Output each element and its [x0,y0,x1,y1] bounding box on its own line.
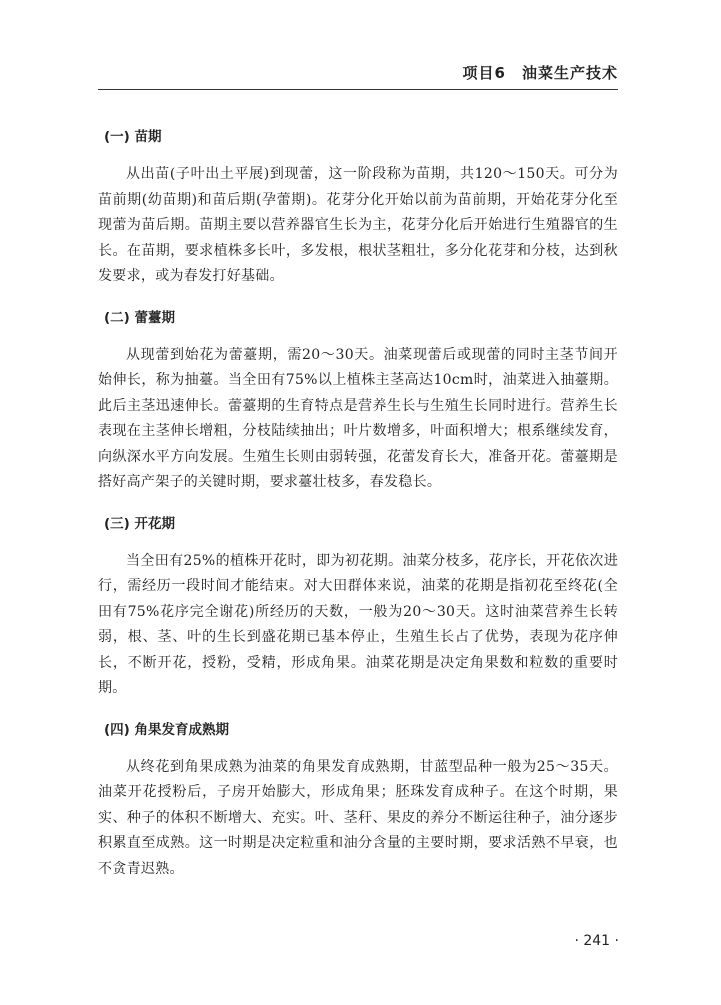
section-seedling-stage [98,125,618,290]
page-number: · 241 · [574,933,619,949]
section-paragraph: 从出苗(子叶出土平展)到现蕾，这一阶段称为苗期，共120～150天。可分为苗前期(幼苗期)和苗后期(孕蕾期)。花芽分化开始以前为苗前期，开始花芽分化至现蕾为苗后期。苗期主要以营养器官生长为主，花芽分化后开始进行生殖器官的生长。在苗期，要求植株多长叶，多发根，根状茎粗壮，多分化花芽和分枝，达到秋发要求，或为春发打好基础。 [98,166,618,284]
section-heading: (四) 角果发育成熟期 [104,721,230,738]
section-heading: (一) 苗期 [104,129,162,145]
header-title: 项目6 油菜生产技术 [462,64,618,82]
section-paragraph: 从现蕾到始花为蕾薹期，需20～30天。油菜现蕾后或现蕾的同时主茎节间开始伸长，称为抽薹。当全田有75%以上植株主茎高达10cm时，油菜进入抽薹期。此后主茎迅速伸长。蕾薹期的生育特点是营养生长与生殖生长同时进行。营养生长表现在主茎伸长增粗，分枝陆续抽出；叶片数增多，叶面积增大；根系继续发育，向纵深水平方向发展。生殖生长则由弱转强，花蕾发育长大，准备开花。蕾薹期是搭好高产架子的关键时期，要求薹壮枝多，春发稳长。 [98,346,618,490]
section-bud-bolting-stage [98,306,618,496]
section-flowering-stage [98,512,618,702]
running-header [98,58,618,90]
main-content [98,125,618,898]
section-heading: (二) 蕾薹期 [104,309,176,326]
section-paragraph: 当全田有25%的植株开花时，即为初花期。油菜分枝多，花序长，开花依次进行，需经历一段时间才能结束。对大田群体来说，油菜的花期是指初花至终花(全田有75%花序完全谢花)所经历的天数，一般为20～30天。这时油菜营养生长转弱，根、茎、叶的生长到盛花期已基本停止，生殖生长占了优势，表现为花序伸长，不断开花，授粉，受精，形成角果。油菜花期是决定角果数和粒数的重要时期。 [98,552,618,696]
section-heading: (三) 开花期 [104,515,176,532]
header-rule [98,89,618,90]
section-pod-maturation-stage [98,718,618,883]
section-paragraph: 从终花到角果成熟为油菜的角果发育成熟期，甘蓝型品种一般为25～35天。油菜开花授粉后，子房开始膨大，形成角果；胚珠发育成种子。在这个时期，果实、种子的体积不断增大、充实。叶、茎秆、果皮的养分不断运往种子，油分逐步积累直至成熟。这一时期是决定粒重和油分含量的主要时期，要求活熟不早衰，也不贪青迟熟。 [98,758,618,877]
